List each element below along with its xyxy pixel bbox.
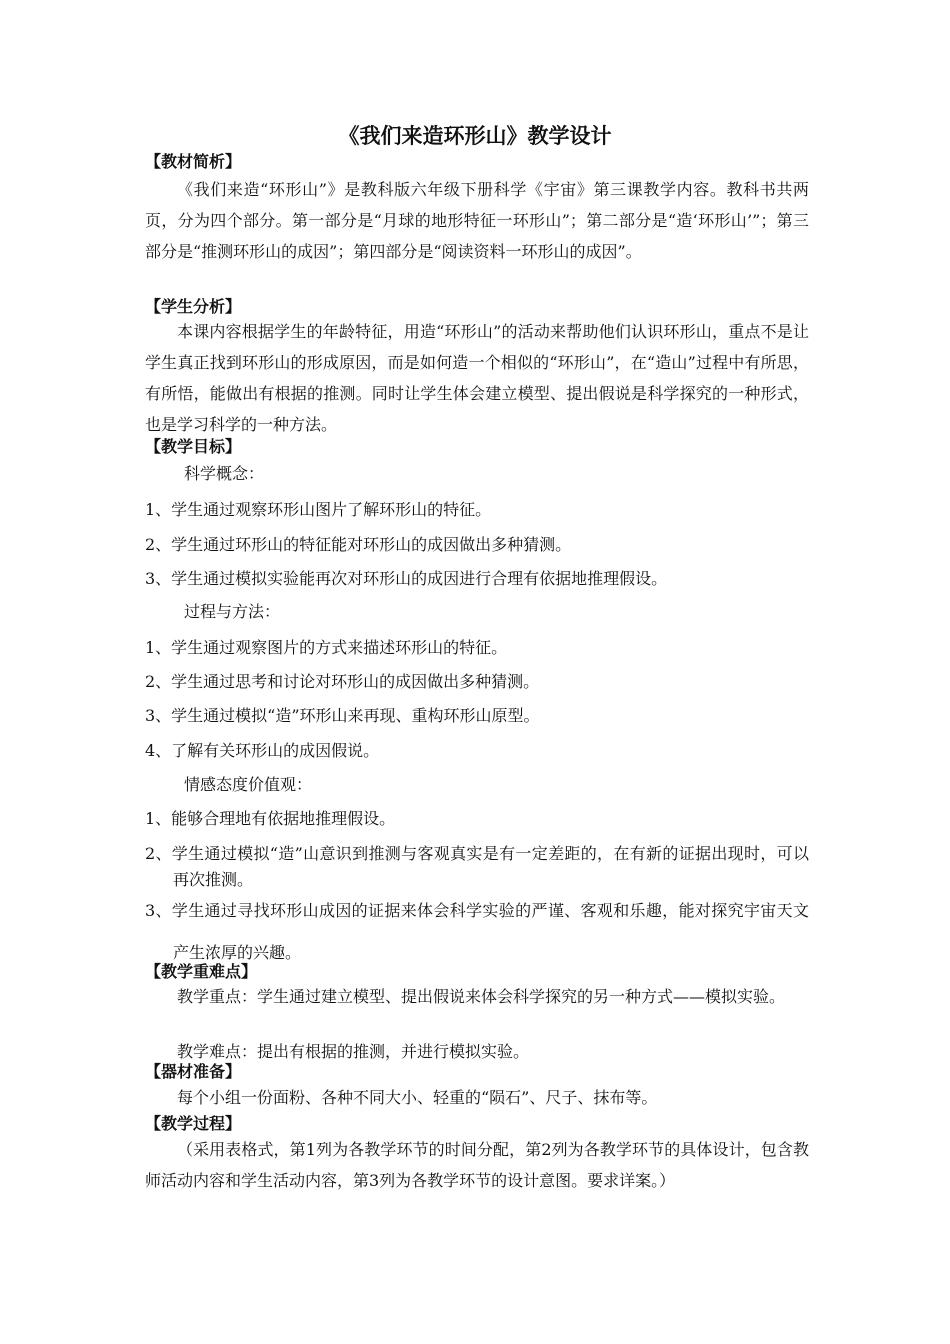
heading-textbook-analysis: 【教材简析】 bbox=[145, 152, 242, 171]
goal-process-item: 4、了解有关环形山的成因假说。 bbox=[145, 741, 380, 760]
document-title: 《我们来造环形山》教学设计 bbox=[338, 124, 612, 148]
goal-emotion-item: 1、能够合理地有依据地推理假设。 bbox=[145, 809, 396, 828]
goal-concept-item: 2、学生通过环形山的特征能对环形山的成因做出多种猜测。 bbox=[145, 535, 572, 554]
heading-key-difficult-points: 【教学重难点】 bbox=[145, 962, 258, 981]
goal-concept-item: 3、学生通过模拟实验能再次对环形山的成因进行合理有依据地推理假设。 bbox=[145, 569, 668, 588]
teaching-process-text: （采用表格式，第1列为各教学环节的时间分配，第2列为各教学环节的具体设计，包含教师活动内容和学生活动内容，第3列为各教学环节的设计意图。要求详案。） bbox=[145, 1140, 809, 1190]
textbook-analysis-text: 《我们来造“环形山”》是教科版六年级下册科学《宇宙》第三课教学内容。教科书共两页，分为四个部分。第一部分是“月球的地形特征一环形山”；第二部分是“造‘环形山’”；第三部分是“推测环形山的成因”；第四部分是“阅读资料一环形山的成因”。 bbox=[145, 180, 809, 261]
heading-student-analysis: 【学生分析】 bbox=[145, 297, 242, 316]
goal-process-item: 2、学生通过思考和讨论对环形山的成因做出多种猜测。 bbox=[145, 672, 540, 691]
goal-concept-label: 科学概念： bbox=[184, 464, 265, 483]
goal-process-item: 3、学生通过模拟“造”环形山来再现、重构环形山原型。 bbox=[145, 706, 540, 725]
student-analysis-text: 本课内容根据学生的年龄特征，用造“环形山”的活动来帮助他们认识环形山，重点不是让学生真正找到环形山的形成原因，而是如何造一个相似的“环形山”，在“造山”过程中有所思，有所悟，能做出有根据的推测。同时让学生体会建立模型、提出假说是科学探究的一种形式，也是学习科学的一种方法。 bbox=[145, 322, 809, 434]
goal-process-item: 1、学生通过观察图片的方式来描述环形山的特征。 bbox=[145, 638, 508, 657]
goal-emotion-label: 情感态度价值观： bbox=[184, 775, 313, 794]
heading-teaching-goals: 【教学目标】 bbox=[145, 437, 242, 456]
goal-concept-item: 1、学生通过观察环形山图片了解环形山的特征。 bbox=[145, 500, 492, 519]
materials-text: 每个小组一份面粉、各种不同大小、轻重的“陨石”、尺子、抹布等。 bbox=[177, 1088, 658, 1107]
heading-materials: 【器材准备】 bbox=[145, 1062, 242, 1081]
goal-emotion-item: 2、学生通过模拟“造”山意识到推测与客观真实是有一定差距的，在有新的证据出现时，可以再次推测。 bbox=[145, 844, 809, 889]
heading-teaching-process: 【教学过程】 bbox=[145, 1114, 242, 1133]
key-point-text: 教学重点：学生通过建立模型、提出假说来体会科学探究的另一种方式——模拟实验。 bbox=[177, 987, 786, 1006]
difficult-point-text: 教学难点：提出有根据的推测，并进行模拟实验。 bbox=[177, 1042, 530, 1061]
goal-process-label: 过程与方法： bbox=[184, 602, 281, 621]
goal-emotion-item: 3、学生通过寻找环形山成因的证据来体会科学实验的严谨、客观和乐趣，能对探究宇宙天文产生浓厚的兴趣。 bbox=[145, 901, 809, 962]
